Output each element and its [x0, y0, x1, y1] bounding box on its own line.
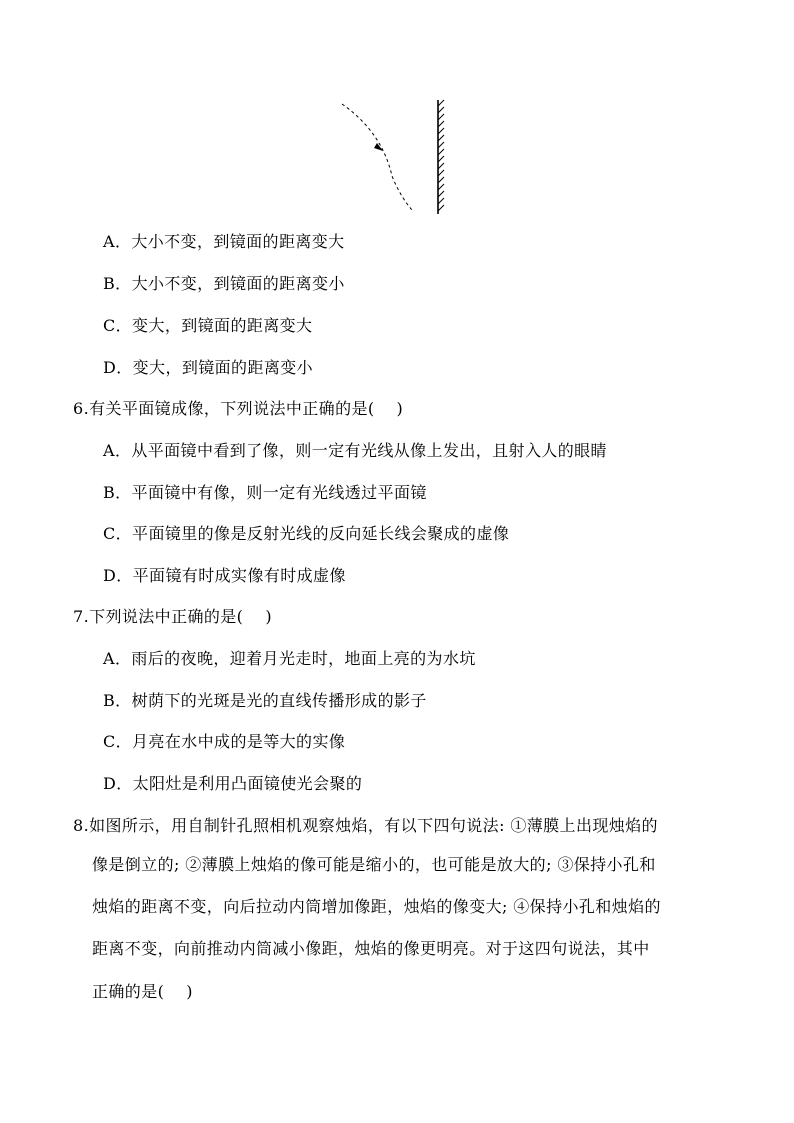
option-label: A． [103, 649, 132, 668]
q7-option-a [103, 649, 476, 669]
close-paren: ) [186, 982, 193, 1001]
option-text: 变大，到镜面的距离变小 [132, 358, 314, 377]
object-path-curve [342, 104, 412, 210]
q7-stem [73, 607, 272, 627]
question-text: 6.有关平面镜成像，下列说法中正确的是( [73, 399, 375, 418]
option-text: 雨后的夜晚，迎着月光走时，地面上亮的为水坑 [131, 649, 476, 668]
q8-line-1: 8.如图所示，用自制针孔照相机观察烛焰，有以下四句说法: ①薄膜上出现烛焰的 [73, 816, 658, 835]
option-text: 树荫下的光斑是光的直线传播形成的影子 [131, 691, 427, 710]
q6-option-b [103, 483, 427, 503]
q5-option-c [103, 316, 312, 336]
q7-option-d [103, 774, 362, 794]
q8-line-3: 烛焰的距离不变，向后拉动内筒增加像距，烛焰的像变大; ④保持小孔和烛焰的 [92, 897, 661, 916]
path-arrow-icon [374, 143, 383, 151]
q7-option-c [103, 732, 345, 752]
mirror-diagram [330, 96, 460, 220]
option-text: 变大，到镜面的距离变大 [132, 316, 313, 335]
q6-stem [73, 399, 403, 419]
q6-option-d [103, 566, 346, 586]
option-label: D． [103, 358, 133, 377]
option-text: 月亮在水中成的是等大的实像 [132, 732, 346, 751]
question-text: 7.下列说法中正确的是( [73, 607, 244, 626]
option-label: D． [103, 774, 133, 793]
question-text: 正确的是( [92, 982, 165, 1001]
q6-option-a [103, 441, 607, 461]
option-label: B． [103, 483, 132, 502]
q8-line-2: 像是倒立的; ②薄膜上烛焰的像可能是缩小的，也可能是放大的; ③保持小孔和 [92, 855, 656, 874]
option-label: C． [103, 732, 133, 751]
option-label: C． [103, 316, 133, 335]
option-text: 从平面镜中看到了像，则一定有光线从像上发出，且射入人的眼睛 [131, 441, 607, 460]
option-text: 平面镜里的像是反射光线的反向延长线会聚成的虚像 [132, 524, 510, 543]
q8-line-5 [92, 982, 193, 1002]
mirror-figure [330, 96, 460, 220]
q8-line-4: 距离不变，向前推动内筒减小像距，烛焰的像更明亮。对于这四句说法，其中 [92, 939, 650, 958]
option-label: A． [103, 441, 132, 460]
option-text: 太阳灶是利用凸面镜使光会聚的 [132, 774, 363, 793]
option-label: C． [103, 524, 133, 543]
option-text: 平面镜有时成实像有时成虚像 [132, 566, 346, 585]
q6-option-c [103, 524, 509, 544]
close-paren: ) [396, 399, 404, 418]
option-label: B． [103, 274, 132, 293]
option-label: D． [103, 566, 133, 585]
option-label: A． [103, 232, 132, 251]
option-text: 大小不变，到镜面的距离变小 [131, 274, 345, 293]
q7-option-b [103, 691, 427, 711]
option-label: B． [103, 691, 132, 710]
mirror-hatching [438, 100, 444, 211]
option-text: 平面镜中有像，则一定有光线透过平面镜 [131, 483, 427, 502]
q5-option-d [103, 358, 313, 378]
q5-option-a [103, 232, 345, 252]
q5-option-b [103, 274, 345, 294]
option-text: 大小不变，到镜面的距离变大 [131, 232, 345, 251]
close-paren: ) [265, 607, 272, 626]
